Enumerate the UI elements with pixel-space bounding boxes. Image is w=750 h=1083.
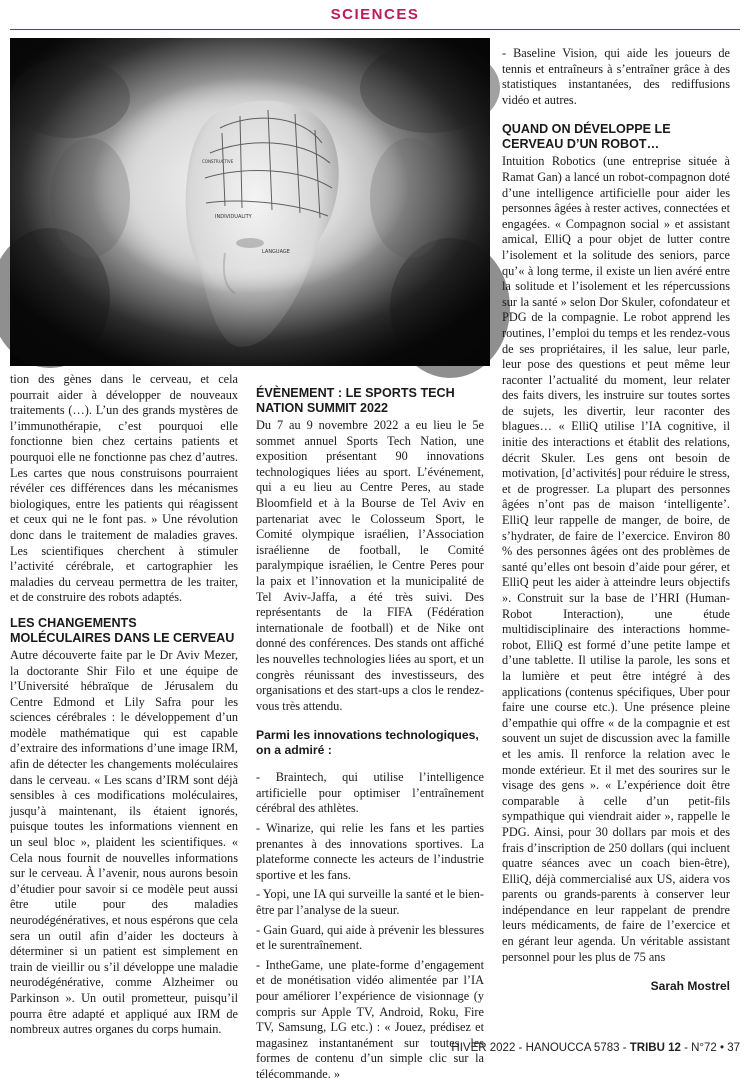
innovation-item-baseline: - Baseline Vision, qui aide les joueurs de tennis et entraîneurs à s’entraîner grâce à des statistiques instantanées, des rediffusions vidéo et autres. xyxy=(502,46,730,107)
heading-molecular-changes: LES CHANGEMENTS MOLÉCULAIRES DANS LE CERVEAU xyxy=(10,615,235,645)
section-title: SCIENCES xyxy=(330,6,420,23)
column-middle xyxy=(256,386,484,1083)
footer-page-number: - N°72 • 37 xyxy=(680,1042,740,1054)
footer-issue: HIVER 2022 - HANOUCCA 5783 - xyxy=(451,1042,630,1054)
header-divider xyxy=(10,29,740,30)
column-right xyxy=(502,46,730,995)
phrenology-head-photo xyxy=(10,38,490,366)
paragraph-molecular-changes: Autre découverte faite par le Dr Aviv Mezer, la doctorante Shir Filo et une équipe de l’Université hébraïque de Jérusalem du Centre Edmond et Lily Safra pour les sciences cérébrales : le développement d’un modèle mathématique qui est capable d’extraire des informations d’une image IRM, afin de détecter les changements moléculaires dans le cerveau. « Les scans d’IRM sont déjà sensibles à ces modifications moléculaires, jusqu’à maintenant, ils étaient ignorés, puisque toutes les informations viennent en un seul bloc », plaident les scientifiques. « Cela nous fournit de nouvelles informations sur le cerveau. À l’avenir, nous aurons besoin d’étudier pour savoir si ce modèle peut aussi être utile pour des maladies neurodégénératives, et nous espérons que cela sera un outil afin d’aider les docteurs à déterminer si un patient est simplement en train de vieillir ou s’il développe une maladie neurodégénérative, comme Alzheimer ou Parkinson ». Un outil prometteur, puisqu’il pourra être adapté et appliqué aux IRM de nombreux autres organes du corps humain. xyxy=(10,647,238,1037)
heading-robot-brain: QUAND ON DÉVELOPPE LE CERVEAU D’UN ROBOT… xyxy=(502,122,671,152)
author-signature: Sarah Mostrel xyxy=(650,979,730,994)
footer-magazine: TRIBU 12 xyxy=(629,1042,681,1054)
paragraph-robot-brain: Intuition Robotics (une entreprise située à Ramat Gan) a lancé un robot-compagnon doté d’une intelligence artificielle pour aider les personnes âgées à rester actives, connectées et engagées. « Compagnon social » et assistant amical, ElliQ a pour objet de lutter contre l’isolement et la solitude des seniors, parce qu’« à long terme, il existe un lien avéré entre la solitude et l’isolement et les répercussions sur la santé » selon Dor Skuler, cofondateur et PDG de la compagnie. Le robot apprend les routines, l’emploi du temps et les rendez-vous de ses propriétaires, il les salue, leur parle, leur pose des questions et peut même leur raconter l’actualité du moment, leur relater des faits divers, les instruire sur toutes sortes de sujets, les divertir, leur raconter des blagues… « ElliQ utilise l’IA cognitive, il initie des interactions et établit des relations, décrit Skuler. Les gens ont besoin de motivation, [d’activités] pour réduire le stress, et de progresser. La plupart des personnes âgées n’ont pas de maison ‘intelligente’. ElliQ leur rappelle de manger, de boire, de s’hydrater, de faire de l’exercice. Environ 80 % des personnes âgées ont des problèmes de santé qu’elles ont besoin d’aide pour gérer, et ElliQ peut les aider à atteindre leurs objectifs ». Construit sur la base de l’HRI (Human-Robot Interaction), une étude multidisciplinaire des interactions homme-robot, ElliQ est formé d’une petite lampe et d’une tablette. Il utilise la parole, les sons et la lumière et peut être intégré à des applications (contenus spécifiques, Uber pour faire une course etc.). Une présence pleine d’empathie qui offre « de la compagnie et est souvent un sujet de discussion avec la famille et les amis. Il renforce la relation avec le monde extérieur. Et il met des sourires sur le visage des gens ». « L’expérience doit être comparable à celle d’un petit-fils sympathique qui viendrait aider », rappelle le PDG. Ainsi, pour 30 dollars par mois et des frais d’inscription de 250 dollars (qui incluent quatre séances avec un coach bien-être), ElliQ, déjà commercialisé aux US, aidera vos parents ou grands-parents à conserver leur indépendance en leur rappelant de prendre leurs médicaments, de faire de l’exercice et en gérant leur agenda. Un véritable assistant personnel pour les plus de 75 ans xyxy=(502,154,730,964)
page-footer xyxy=(451,1042,740,1054)
paragraph-sports-tech: Du 7 au 9 novembre 2022 a eu lieu le 5e sommet annuel Sports Tech Nation, une exposition présentant 90 innovations technologiques liées au sport. L’événement, qui a eu lieu au Centre Peres, au stade Bloomfield et à la Bourse de Tel Aviv en partenariat avec le Colosseum Sport, le Comité olympique israélien, l’Association israélienne de football, le Comité paralympique israélien, le Centre Peres pour la paix et l’innovation et la municipalité de Tel Aviv-Jaffa, a été très suivi. Des représentants de la FIFA (Fédération internationale de football) et de Nike ont donné des conférences. Des stands ont affiché les nouvelles technologies liées au sport, et un congrès réunissant des investisseurs, des organisations et des start-ups a clos le rendez-vous très attendu. xyxy=(256,418,484,713)
innovation-item: - Yopi, une IA qui surveille la santé et le bien-être par l’analyse de la sueur. xyxy=(256,887,484,918)
phrenology-head-illustration xyxy=(10,38,490,366)
column-left xyxy=(10,372,238,1038)
paragraph-intro: tion des gènes dans le cerveau, et cela pourrait aider à développer de nouveaux traitements (…). L’un des grands mystères de l’immunothérapie, c’est pourquoi elle fonctionne bien chez certains patients et pourquoi elle ne fonctionne pas chez d’autres. Les cartes que nous construisons pourraient révéler ces différences dans les mécanismes biologiques, entre les patients qui réagissent et ceux qui ne le font pas. » Une révolution donc dans le traitement de maladies graves. Les scientifiques cherchent à stimuler l’activité cérébrale, et cartographier les maladies du cerveau permettra de les traiter, et de construire des robots adaptés. xyxy=(10,372,238,605)
subheading-innovations: Parmi les innovations technologiques, on a admiré : xyxy=(256,728,479,758)
innovation-item: - Gain Guard, qui aide à prévenir les blessures et le surentraînement. xyxy=(256,922,484,953)
heading-sports-tech: ÉVÈNEMENT : LE SPORTS TECH NATION SUMMIT 2022 xyxy=(256,386,455,415)
innovation-item: - Braintech, qui utilise l’intelligence artificielle pour optimiser l’entraînement cérébral des athlètes. xyxy=(256,770,484,816)
innovation-item: - IntheGame, une plate-forme d’engagement et de monétisation vidéo alimentée par l’IA pour améliorer l’expérience de visionnage (y compris sur Apple TV, Android, Roku, Fire TV, Samsung, LG etc.) : « Jouez, prédisez et magasinez instantanément sur toutes les formes de contenu d’un simple clic sur la télécommande. » xyxy=(256,957,484,1081)
innovation-item: - Winarize, qui relie les fans et les parties prenantes à des innovations sportives. La plateforme connecte les acteurs de l’industrie sportive et les fans. xyxy=(256,821,484,882)
page-header xyxy=(0,0,750,30)
